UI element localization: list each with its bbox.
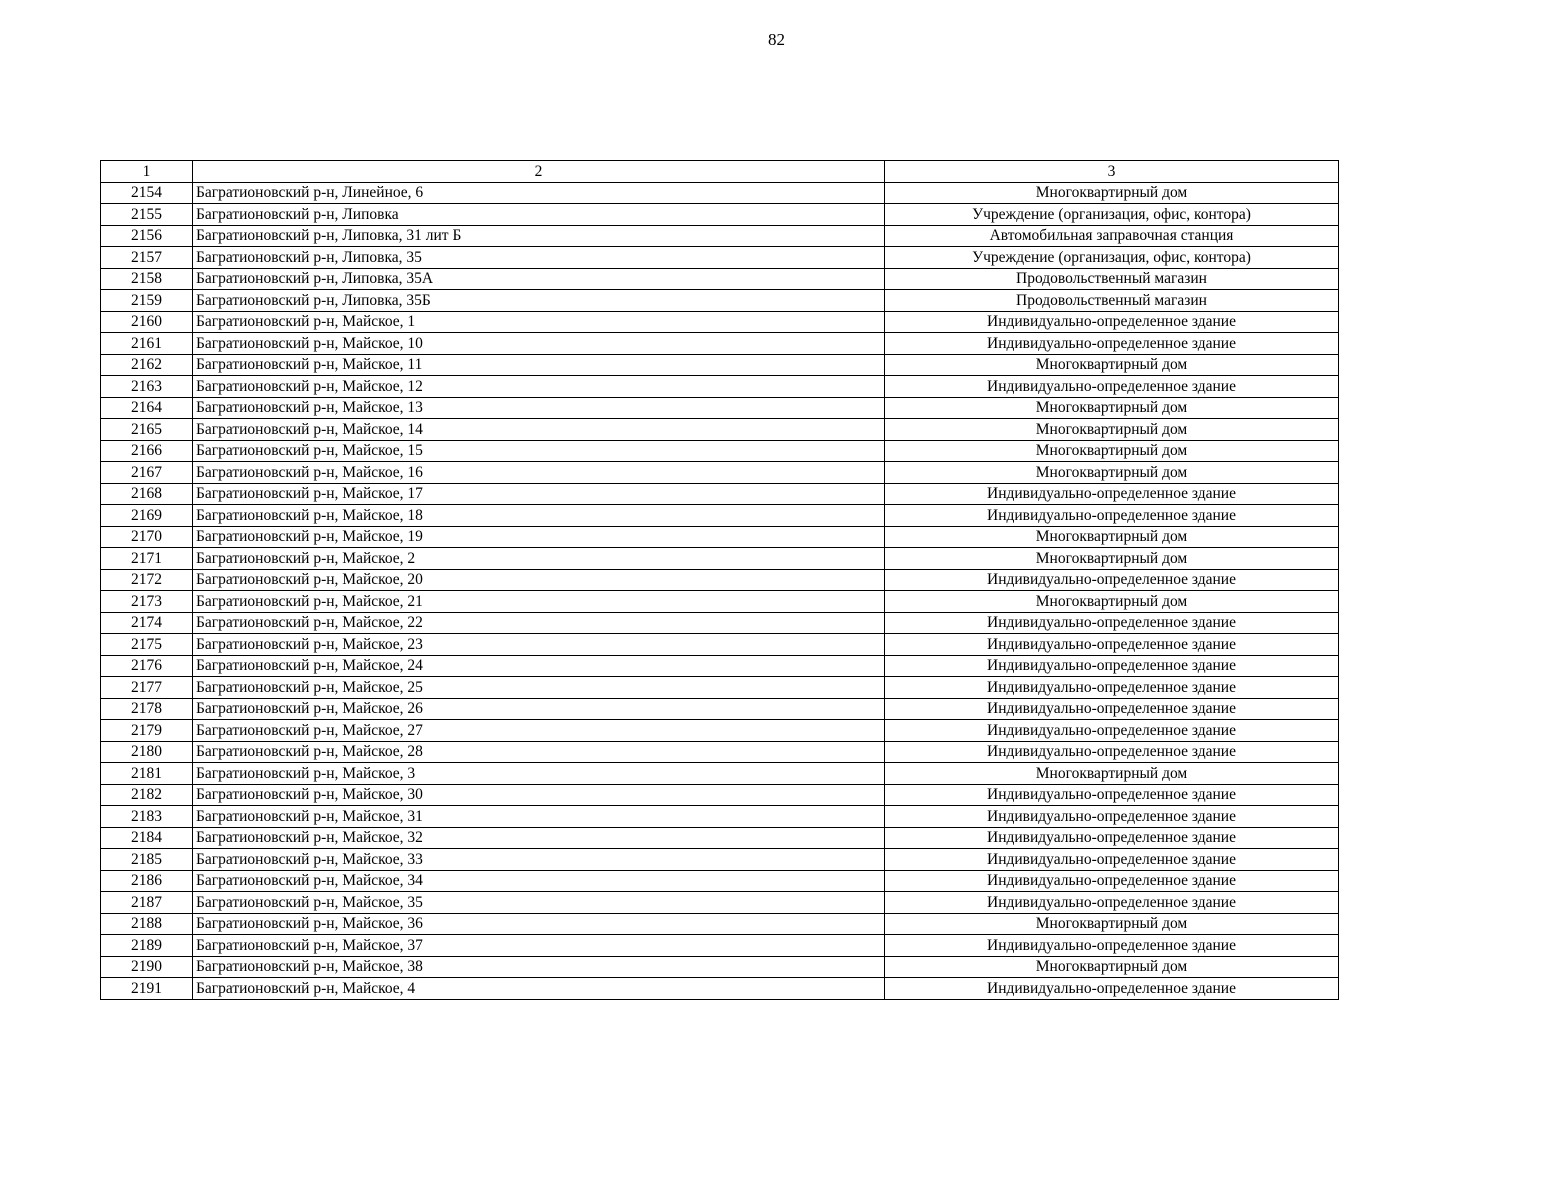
table-row	[101, 827, 1339, 849]
row-number: 2164	[101, 397, 193, 419]
table-row	[101, 612, 1339, 634]
table-row	[101, 419, 1339, 441]
row-object-type: Многоквартирный дом	[885, 591, 1339, 613]
row-object-type: Многоквартирный дом	[885, 397, 1339, 419]
table-row	[101, 290, 1339, 312]
row-address: Багратионовский р-н, Липовка, 31 лит Б	[193, 225, 885, 247]
row-address: Багратионовский р-н, Майское, 38	[193, 956, 885, 978]
row-object-type: Индивидуально-определенное здание	[885, 612, 1339, 634]
row-object-type: Индивидуально-определенное здание	[885, 784, 1339, 806]
table-row	[101, 634, 1339, 656]
row-object-type: Индивидуально-определенное здание	[885, 311, 1339, 333]
table-row	[101, 311, 1339, 333]
row-number: 2181	[101, 763, 193, 785]
row-object-type: Индивидуально-определенное здание	[885, 849, 1339, 871]
row-object-type: Учреждение (организация, офис, контора)	[885, 204, 1339, 226]
row-object-type: Продовольственный магазин	[885, 268, 1339, 290]
row-address: Багратионовский р-н, Майское, 17	[193, 483, 885, 505]
row-object-type: Индивидуально-определенное здание	[885, 376, 1339, 398]
row-object-type: Многоквартирный дом	[885, 548, 1339, 570]
table-row	[101, 591, 1339, 613]
row-number: 2179	[101, 720, 193, 742]
row-object-type: Индивидуально-определенное здание	[885, 483, 1339, 505]
row-object-type: Индивидуально-определенное здание	[885, 741, 1339, 763]
row-number: 2174	[101, 612, 193, 634]
table-row	[101, 698, 1339, 720]
table-row	[101, 440, 1339, 462]
row-object-type: Индивидуально-определенное здание	[885, 505, 1339, 527]
row-address: Багратионовский р-н, Липовка, 35Б	[193, 290, 885, 312]
row-address: Багратионовский р-н, Майское, 33	[193, 849, 885, 871]
row-object-type: Продовольственный магазин	[885, 290, 1339, 312]
row-address: Багратионовский р-н, Майское, 28	[193, 741, 885, 763]
row-address: Багратионовский р-н, Майское, 14	[193, 419, 885, 441]
row-number: 2187	[101, 892, 193, 914]
row-number: 2167	[101, 462, 193, 484]
row-object-type: Индивидуально-определенное здание	[885, 892, 1339, 914]
row-number: 2189	[101, 935, 193, 957]
row-address: Багратионовский р-н, Майское, 25	[193, 677, 885, 699]
row-object-type: Индивидуально-определенное здание	[885, 677, 1339, 699]
row-number: 2170	[101, 526, 193, 548]
table-row	[101, 978, 1339, 1000]
row-address: Багратионовский р-н, Майское, 20	[193, 569, 885, 591]
row-object-type: Индивидуально-определенное здание	[885, 806, 1339, 828]
table-row	[101, 526, 1339, 548]
row-address: Багратионовский р-н, Линейное, 6	[193, 182, 885, 204]
row-object-type: Многоквартирный дом	[885, 182, 1339, 204]
row-object-type: Многоквартирный дом	[885, 354, 1339, 376]
table-row	[101, 956, 1339, 978]
table-row	[101, 935, 1339, 957]
table-row	[101, 784, 1339, 806]
row-address: Багратионовский р-н, Майское, 13	[193, 397, 885, 419]
row-object-type: Индивидуально-определенное здание	[885, 870, 1339, 892]
registry-table	[100, 160, 1339, 1000]
table-row	[101, 483, 1339, 505]
row-number: 2178	[101, 698, 193, 720]
row-object-type: Индивидуально-определенное здание	[885, 333, 1339, 355]
row-number: 2176	[101, 655, 193, 677]
table-row	[101, 204, 1339, 226]
row-address: Багратионовский р-н, Майское, 19	[193, 526, 885, 548]
table-row	[101, 892, 1339, 914]
row-object-type: Индивидуально-определенное здание	[885, 827, 1339, 849]
table-row	[101, 806, 1339, 828]
row-object-type: Автомобильная заправочная станция	[885, 225, 1339, 247]
table-row	[101, 569, 1339, 591]
row-address: Багратионовский р-н, Майское, 10	[193, 333, 885, 355]
row-address: Багратионовский р-н, Майское, 11	[193, 354, 885, 376]
row-number: 2175	[101, 634, 193, 656]
row-number: 2168	[101, 483, 193, 505]
table-row	[101, 333, 1339, 355]
table-row	[101, 548, 1339, 570]
table-row	[101, 849, 1339, 871]
row-number: 2183	[101, 806, 193, 828]
row-number: 2160	[101, 311, 193, 333]
row-address: Багратионовский р-н, Липовка, 35	[193, 247, 885, 269]
row-number: 2156	[101, 225, 193, 247]
table-row	[101, 182, 1339, 204]
row-number: 2182	[101, 784, 193, 806]
row-address: Багратионовский р-н, Майское, 21	[193, 591, 885, 613]
row-address: Багратионовский р-н, Майское, 15	[193, 440, 885, 462]
row-object-type: Индивидуально-определенное здание	[885, 935, 1339, 957]
row-number: 2172	[101, 569, 193, 591]
row-number: 2171	[101, 548, 193, 570]
row-object-type: Индивидуально-определенное здание	[885, 978, 1339, 1000]
row-address: Багратионовский р-н, Майское, 16	[193, 462, 885, 484]
table-row	[101, 247, 1339, 269]
row-address: Багратионовский р-н, Майское, 35	[193, 892, 885, 914]
row-address: Багратионовский р-н, Майское, 34	[193, 870, 885, 892]
row-address: Багратионовский р-н, Майское, 12	[193, 376, 885, 398]
table-row	[101, 376, 1339, 398]
row-object-type: Многоквартирный дом	[885, 462, 1339, 484]
row-number: 2191	[101, 978, 193, 1000]
row-object-type: Индивидуально-определенное здание	[885, 634, 1339, 656]
row-number: 2158	[101, 268, 193, 290]
row-address: Багратионовский р-н, Майское, 2	[193, 548, 885, 570]
row-number: 2177	[101, 677, 193, 699]
row-number: 2161	[101, 333, 193, 355]
table-row	[101, 225, 1339, 247]
row-object-type: Индивидуально-определенное здание	[885, 569, 1339, 591]
row-number: 2165	[101, 419, 193, 441]
row-address: Багратионовский р-н, Майское, 3	[193, 763, 885, 785]
table-row	[101, 741, 1339, 763]
row-address: Багратионовский р-н, Майское, 32	[193, 827, 885, 849]
page-number: 82	[768, 30, 785, 49]
row-object-type: Многоквартирный дом	[885, 913, 1339, 935]
row-number: 2163	[101, 376, 193, 398]
row-object-type: Многоквартирный дом	[885, 956, 1339, 978]
row-number: 2157	[101, 247, 193, 269]
row-address: Багратионовский р-н, Майское, 18	[193, 505, 885, 527]
row-number: 2166	[101, 440, 193, 462]
table-row	[101, 677, 1339, 699]
row-object-type: Индивидуально-определенное здание	[885, 698, 1339, 720]
row-address: Багратионовский р-н, Майское, 23	[193, 634, 885, 656]
row-object-type: Многоквартирный дом	[885, 526, 1339, 548]
table-row	[101, 397, 1339, 419]
row-number: 2155	[101, 204, 193, 226]
row-number: 2188	[101, 913, 193, 935]
row-address: Багратионовский р-н, Майское, 27	[193, 720, 885, 742]
header-col-1: 1	[101, 161, 193, 183]
header-col-3: 3	[885, 161, 1339, 183]
row-number: 2185	[101, 849, 193, 871]
header-row	[101, 161, 1339, 183]
row-number: 2159	[101, 290, 193, 312]
table-row	[101, 913, 1339, 935]
row-address: Багратионовский р-н, Майское, 26	[193, 698, 885, 720]
row-object-type: Индивидуально-определенное здание	[885, 655, 1339, 677]
row-number: 2186	[101, 870, 193, 892]
row-number: 2162	[101, 354, 193, 376]
table-header	[101, 161, 1339, 183]
row-address: Багратионовский р-н, Майское, 24	[193, 655, 885, 677]
row-address: Багратионовский р-н, Липовка, 35А	[193, 268, 885, 290]
row-number: 2184	[101, 827, 193, 849]
row-address: Багратионовский р-н, Майское, 30	[193, 784, 885, 806]
table-row	[101, 870, 1339, 892]
row-address: Багратионовский р-н, Липовка	[193, 204, 885, 226]
table-row	[101, 763, 1339, 785]
table-row	[101, 462, 1339, 484]
row-object-type: Индивидуально-определенное здание	[885, 720, 1339, 742]
row-object-type: Многоквартирный дом	[885, 440, 1339, 462]
row-object-type: Многоквартирный дом	[885, 763, 1339, 785]
row-object-type: Учреждение (организация, офис, контора)	[885, 247, 1339, 269]
row-number: 2154	[101, 182, 193, 204]
row-address: Багратионовский р-н, Майское, 31	[193, 806, 885, 828]
row-address: Багратионовский р-н, Майское, 37	[193, 935, 885, 957]
table-row	[101, 720, 1339, 742]
row-address: Багратионовский р-н, Майское, 1	[193, 311, 885, 333]
table-row	[101, 354, 1339, 376]
row-number: 2190	[101, 956, 193, 978]
table-row	[101, 655, 1339, 677]
row-address: Багратионовский р-н, Майское, 4	[193, 978, 885, 1000]
table-row	[101, 268, 1339, 290]
row-number: 2169	[101, 505, 193, 527]
row-address: Багратионовский р-н, Майское, 36	[193, 913, 885, 935]
row-address: Багратионовский р-н, Майское, 22	[193, 612, 885, 634]
row-number: 2180	[101, 741, 193, 763]
row-object-type: Многоквартирный дом	[885, 419, 1339, 441]
table-row	[101, 505, 1339, 527]
row-number: 2173	[101, 591, 193, 613]
header-col-2: 2	[193, 161, 885, 183]
table-body	[101, 182, 1339, 999]
